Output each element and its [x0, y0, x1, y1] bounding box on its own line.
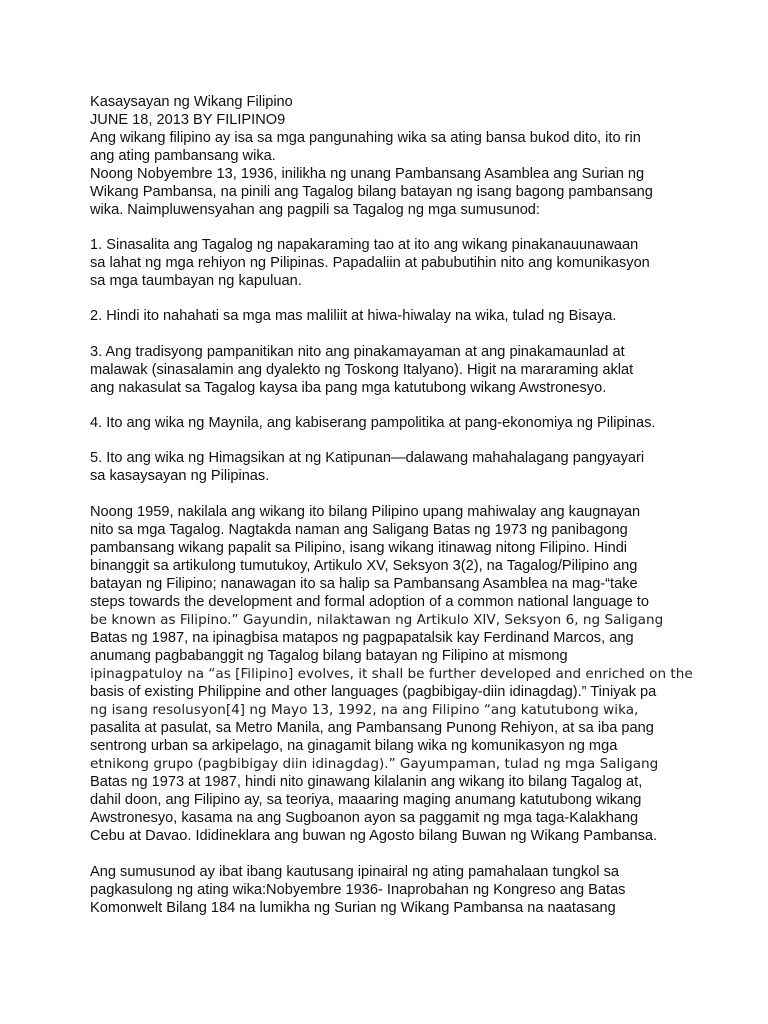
- text-line: sentrong urban sa arkipelago, na ginagamit bilang wika ng komunikasyon ng mga: [90, 738, 618, 754]
- text-line: steps towards the development and formal adoption of a common national language to: [90, 594, 649, 610]
- list-item-2: [90, 307, 710, 325]
- text-line: Wikang Pambansa, na pinili ang Tagalog bilang batayan ng isang bagong pambansang: [90, 184, 653, 200]
- text-line: pagkasulong ng ating wika:Nobyembre 1936- Inaprobahan ng Kongreso ang Batas: [90, 882, 626, 898]
- text-line: sa kasaysayan ng Pilipinas.: [90, 468, 270, 484]
- list-item-1: [90, 236, 710, 290]
- text-line: Komonwelt Bilang 184 na lumikha ng Surian ng Wikang Pambansa na naatasang: [90, 900, 616, 916]
- text-line: pambansang wikang papalit sa Pilipino, isang wikang itinawag nitong Filipino. Hindi: [90, 540, 628, 556]
- text-line: 3. Ang tradisyong pampanitikan nito ang pinakamayaman at ang pinakamaunlad at: [90, 344, 625, 360]
- text-line: Cebu at Davao. Ididineklara ang buwan ng Agosto bilang Buwan ng Wikang Pambansa.: [90, 828, 658, 844]
- text-line: Noong Nobyembre 13, 1936, inilikha ng unang Pambansang Asamblea ang Surian ng: [90, 166, 645, 182]
- text-line: 4. Ito ang wika ng Maynila, ang kabiserang pampolitika at pang-ekonomiya ng Pilipinas.: [90, 415, 656, 431]
- text-line: Ang wikang filipino ay isa sa mga pangunahing wika sa ating bansa bukod dito, ito rin: [90, 130, 641, 146]
- text-line: Batas ng 1973 at 1987, hindi nito ginawang kilalanin ang wikang ito bilang Tagalog at,: [90, 774, 643, 790]
- text-line: pasalita at pasulat, sa Metro Manila, ang Pambansang Punong Rehiyon, at sa iba pang: [90, 720, 654, 736]
- text-line: sa mga taumbayan ng kapuluan.: [90, 273, 302, 289]
- text-line: Batas ng 1987, na ipinagbisa matapos ng pagpapatalsik kay Ferdinand Marcos, ang: [90, 630, 634, 646]
- list-item-4: [90, 414, 710, 432]
- text-line: dahil doon, ang Filipino ay, sa teoriya, maaaring maging anumang katutubong wikang: [90, 792, 642, 808]
- text-line: Awstronesyo, kasama na ang Sugboanon ayon sa paggamit ng mga taga-Kalakhang: [90, 810, 639, 826]
- history-paragraph: [90, 503, 710, 845]
- text-line: ipinagpatuloy na “as [Filipino] evolves, it shall be further developed and enriched on the: [90, 666, 693, 682]
- list-item-5: [90, 449, 710, 485]
- text-line: Ang sumusunod ay ibat ibang kautusang ipinairal ng ating pamahalaan tungkol sa: [90, 864, 619, 880]
- text-line: Noong 1959, nakilala ang wikang ito bilang Pilipino upang mahiwalay ang kaugnayan: [90, 504, 641, 520]
- text-line: nito sa mga Tagalog. Nagtakda naman ang Saligang Batas ng 1973 ng panibagong: [90, 522, 628, 538]
- text-line: 2. Hindi ito nahahati sa mga mas maliliit at hiwa-hiwalay na wika, tulad ng Bisaya.: [90, 308, 617, 324]
- text-line: 1. Sinasalita ang Tagalog ng napakaraming tao at ito ang wikang pinakanauunawaan: [90, 237, 639, 253]
- intro-paragraph: [90, 129, 710, 219]
- text-line: be known as Filipino.” Gayundin, nilaktawan ng Artikulo XIV, Seksyon 6, ng Saligang: [90, 612, 664, 628]
- text-line: ang nakasulat sa Tagalog kaysa iba pang mga katutubong wikang Awstronesyo.: [90, 380, 607, 396]
- text-line: anumang pagbabanggit ng Tagalog bilang batayan ng Filipino at mismong: [90, 648, 568, 664]
- laws-paragraph: [90, 863, 710, 917]
- text-line: batayan ng Filipino; nanawagan ito sa halip sa Pambansang Asamblea na mag-“take: [90, 576, 638, 592]
- byline: JUNE 18, 2013 BY FILIPINO9: [90, 112, 286, 128]
- text-line: 5. Ito ang wika ng Himagsikan at ng Katipunan—dalawang mahahalagang pangyayari: [90, 450, 645, 466]
- text-line: ng isang resolusyon[4] ng Mayo 13, 1992, na ang Filipino “ang katutubong wika,: [90, 702, 639, 718]
- text-line: wika. Naimpluwensyahan ang pagpili sa Tagalog ng mga sumusunod:: [90, 202, 540, 218]
- text-line: sa lahat ng mga rehiyon ng Pilipinas. Papadaliin at pabubutihin nito ang komunikasyon: [90, 255, 650, 271]
- text-line: malawak (sinasalamin ang dyalekto ng Toskong Italyano). Higit na mararaming aklat: [90, 362, 634, 378]
- text-line: binanggit sa artikulong tumutukoy, Artikulo XV, Seksyon 3(2), na Tagalog/Pilipino ang: [90, 558, 638, 574]
- list-item-3: [90, 343, 710, 397]
- text-line: basis of existing Philippine and other languages (pagbibigay-diin idinagdag).” Tiniyak pa: [90, 684, 657, 700]
- document-title: Kasaysayan ng Wikang Filipino: [90, 94, 293, 110]
- text-line: etnikong grupo (pagbibigay diin idinagdag).” Gayumpaman, tulad ng mga Saligang: [90, 756, 659, 772]
- document-header: [90, 93, 710, 129]
- text-line: ang ating pambansang wika.: [90, 148, 276, 164]
